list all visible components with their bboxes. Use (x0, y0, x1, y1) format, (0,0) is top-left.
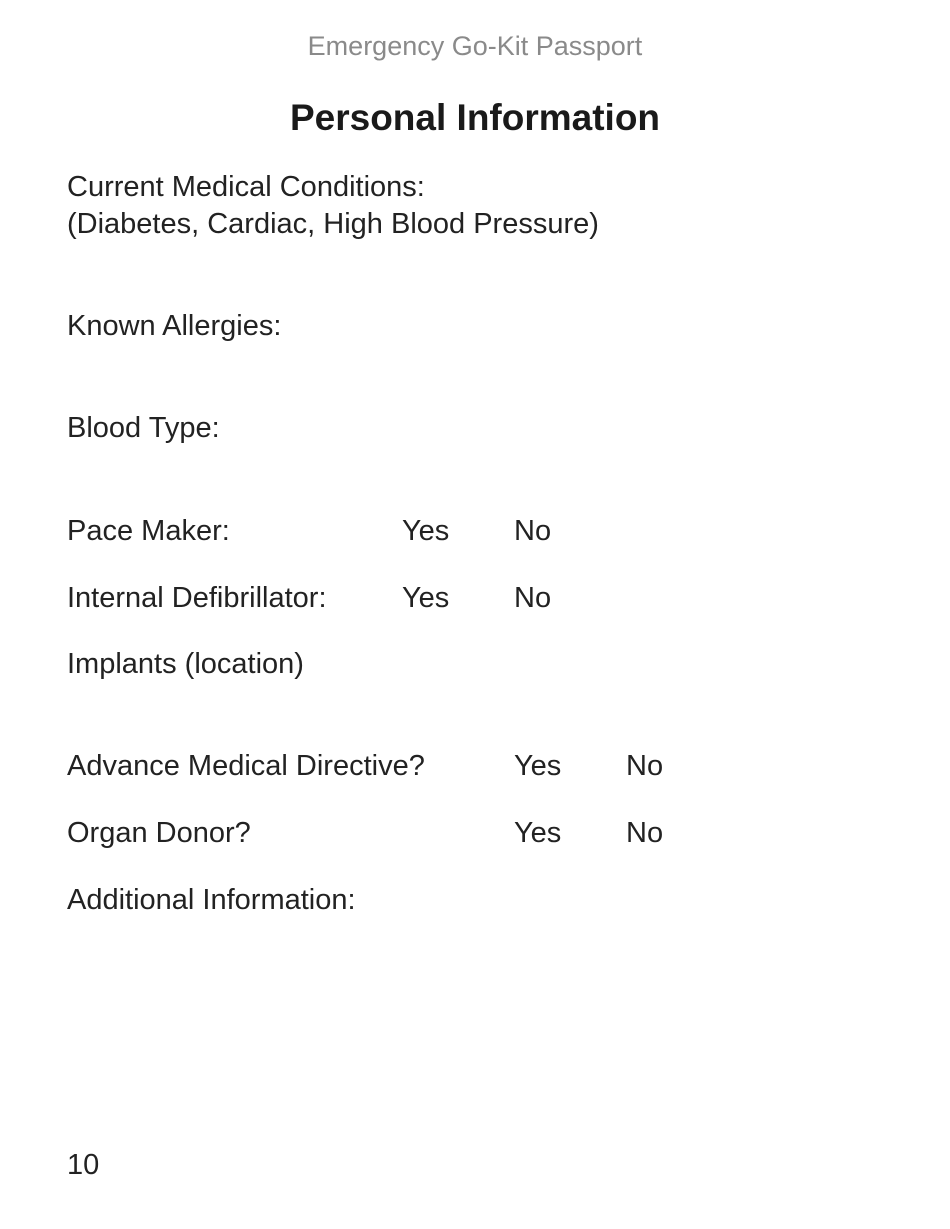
defibrillator-yes-option[interactable]: Yes (402, 582, 450, 614)
pace-maker-yes-option[interactable]: Yes (402, 515, 450, 547)
medical-conditions-label: Current Medical Conditions: (67, 171, 425, 203)
blood-type-label: Blood Type: (67, 412, 220, 444)
pace-maker-no-option[interactable]: No (514, 515, 552, 547)
page-number: 10 (67, 1149, 100, 1181)
known-allergies-label: Known Allergies: (67, 310, 282, 342)
additional-information-label: Additional Information: (67, 884, 356, 916)
organ-donor-yes-option[interactable]: Yes (514, 817, 562, 849)
running-header: Emergency Go-Kit Passport (307, 31, 643, 61)
pace-maker-label: Pace Maker: (67, 515, 230, 547)
implants-label: Implants (location) (67, 648, 304, 680)
defibrillator-no-option[interactable]: No (514, 582, 552, 614)
organ-donor-no-option[interactable]: No (626, 817, 664, 849)
page-title: Personal Information (289, 97, 661, 138)
medical-conditions-hint: (Diabetes, Cardiac, High Blood Pressure) (67, 208, 599, 240)
advance-directive-yes-option[interactable]: Yes (514, 750, 562, 782)
advance-directive-label: Advance Medical Directive? (67, 750, 425, 782)
advance-directive-no-option[interactable]: No (626, 750, 664, 782)
internal-defibrillator-label: Internal Defibrillator: (67, 582, 327, 614)
organ-donor-label: Organ Donor? (67, 817, 251, 849)
